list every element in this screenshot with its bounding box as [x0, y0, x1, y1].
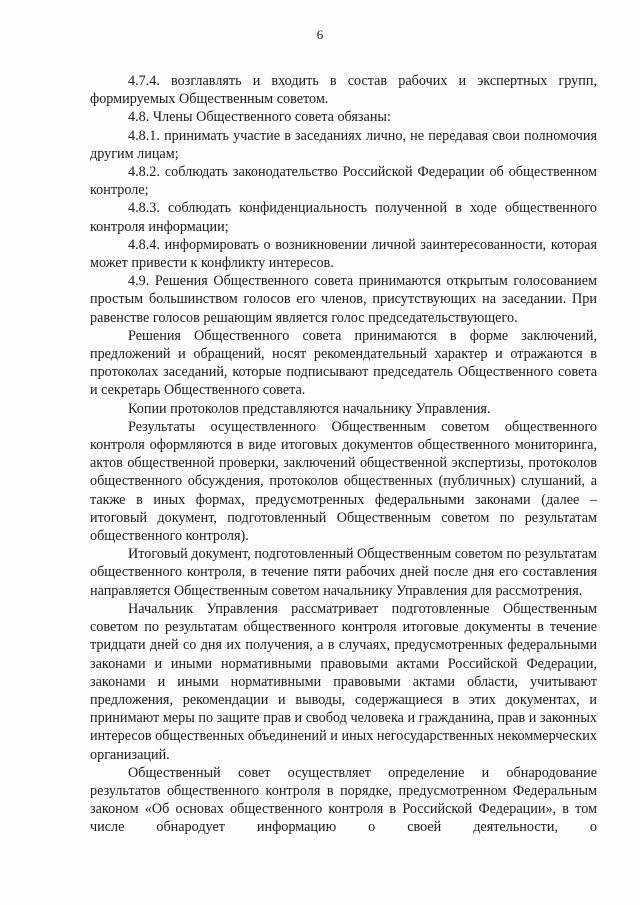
paragraph-control-results: Результаты осуществленного Общественным советом общественного контроля оформляются в виде итоговых документов общественного мониторинга, актов общественной проверки, заключений общественной экспертизы, протоколов общественного обсуждения, протоколов общественных (публичных) слушаний, а также в иных формах, предусмотренных федеральными законами (далее – итоговый документ, подготовленный Общественным советом по результатам общественного контроля).	[90, 418, 597, 545]
paragraph-publication: Общественный совет осуществляет определение и обнародование результатов общественного контроля в порядке, предусмотренном Федеральным законом «Об основах общественного контроля в Российской Федерации», в том числе обнародует информацию о своей деятельности, о	[90, 764, 597, 836]
paragraph-4-7-4: 4.7.4. возглавлять и входить в состав рабочих и экспертных групп, формируемых Общественным советом.	[90, 73, 597, 108]
paragraph-4-8-4: 4.8.4. информировать о возникновении личной заинтересованности, которая может привести к конфликту интересов.	[90, 236, 597, 272]
paragraph-4-8-1: 4.8.1. принимать участие в заседаниях лично, не передавая свои полномочия другим лицам;	[90, 127, 597, 162]
paragraph-head-review: Начальник Управления рассматривает подготовленные Общественным советом по результатам общественного контроля итоговые документы в течение тридцати дней со дня их получения, а в случаях, предусмотренных федеральными законами и иными нормативными правовыми актами Российской Федерации, законами и иными нормативными правовыми актами области, учитывают предложения, рекомендации и выводы, содержащиеся в этих документах, и принимают меры по защите прав и свобод человека и гражданина, прав и законных интересов общественных объединений и иных негосударственных некоммерческих организаций.	[90, 600, 597, 763]
paragraph-4-9: 4.9. Решения Общественного совета принимаются открытым голосованием простым большинством голосов его членов, присутствующих на заседании. При равенстве голосов решающим является голос председательствующего.	[90, 273, 597, 326]
paragraph-4-8: 4.8. Члены Общественного совета обязаны:	[128, 109, 391, 126]
paragraph-4-8-2: 4.8.2. соблюдать законодательство Российской Федерации об общественном контроле;	[90, 164, 597, 199]
paragraph-final-document: Итоговый документ, подготовленный Общественным советом по результатам общественного контроля, в течение пяти рабочих дней после дня его составления направляется Общественным советом начальнику Управления для рассмотрения.	[90, 546, 597, 599]
document-body	[90, 72, 597, 837]
paragraph-protocol-copies: Копии протоколов представляются начальнику Управления.	[128, 400, 491, 417]
page-number: 6	[316, 27, 324, 42]
paragraph-4-8-3: 4.8.3. соблюдать конфиденциальность полученной в ходе общественного контроля информации;	[90, 200, 597, 235]
paragraph-decisions-form: Решения Общественного совета принимаются в форме заключений, предложений и обращений, носят рекомендательный характер и отражаются в протоколах заседаний, которые подписывают председатель Общественного совета и секретарь Общественного совета.	[90, 327, 597, 399]
